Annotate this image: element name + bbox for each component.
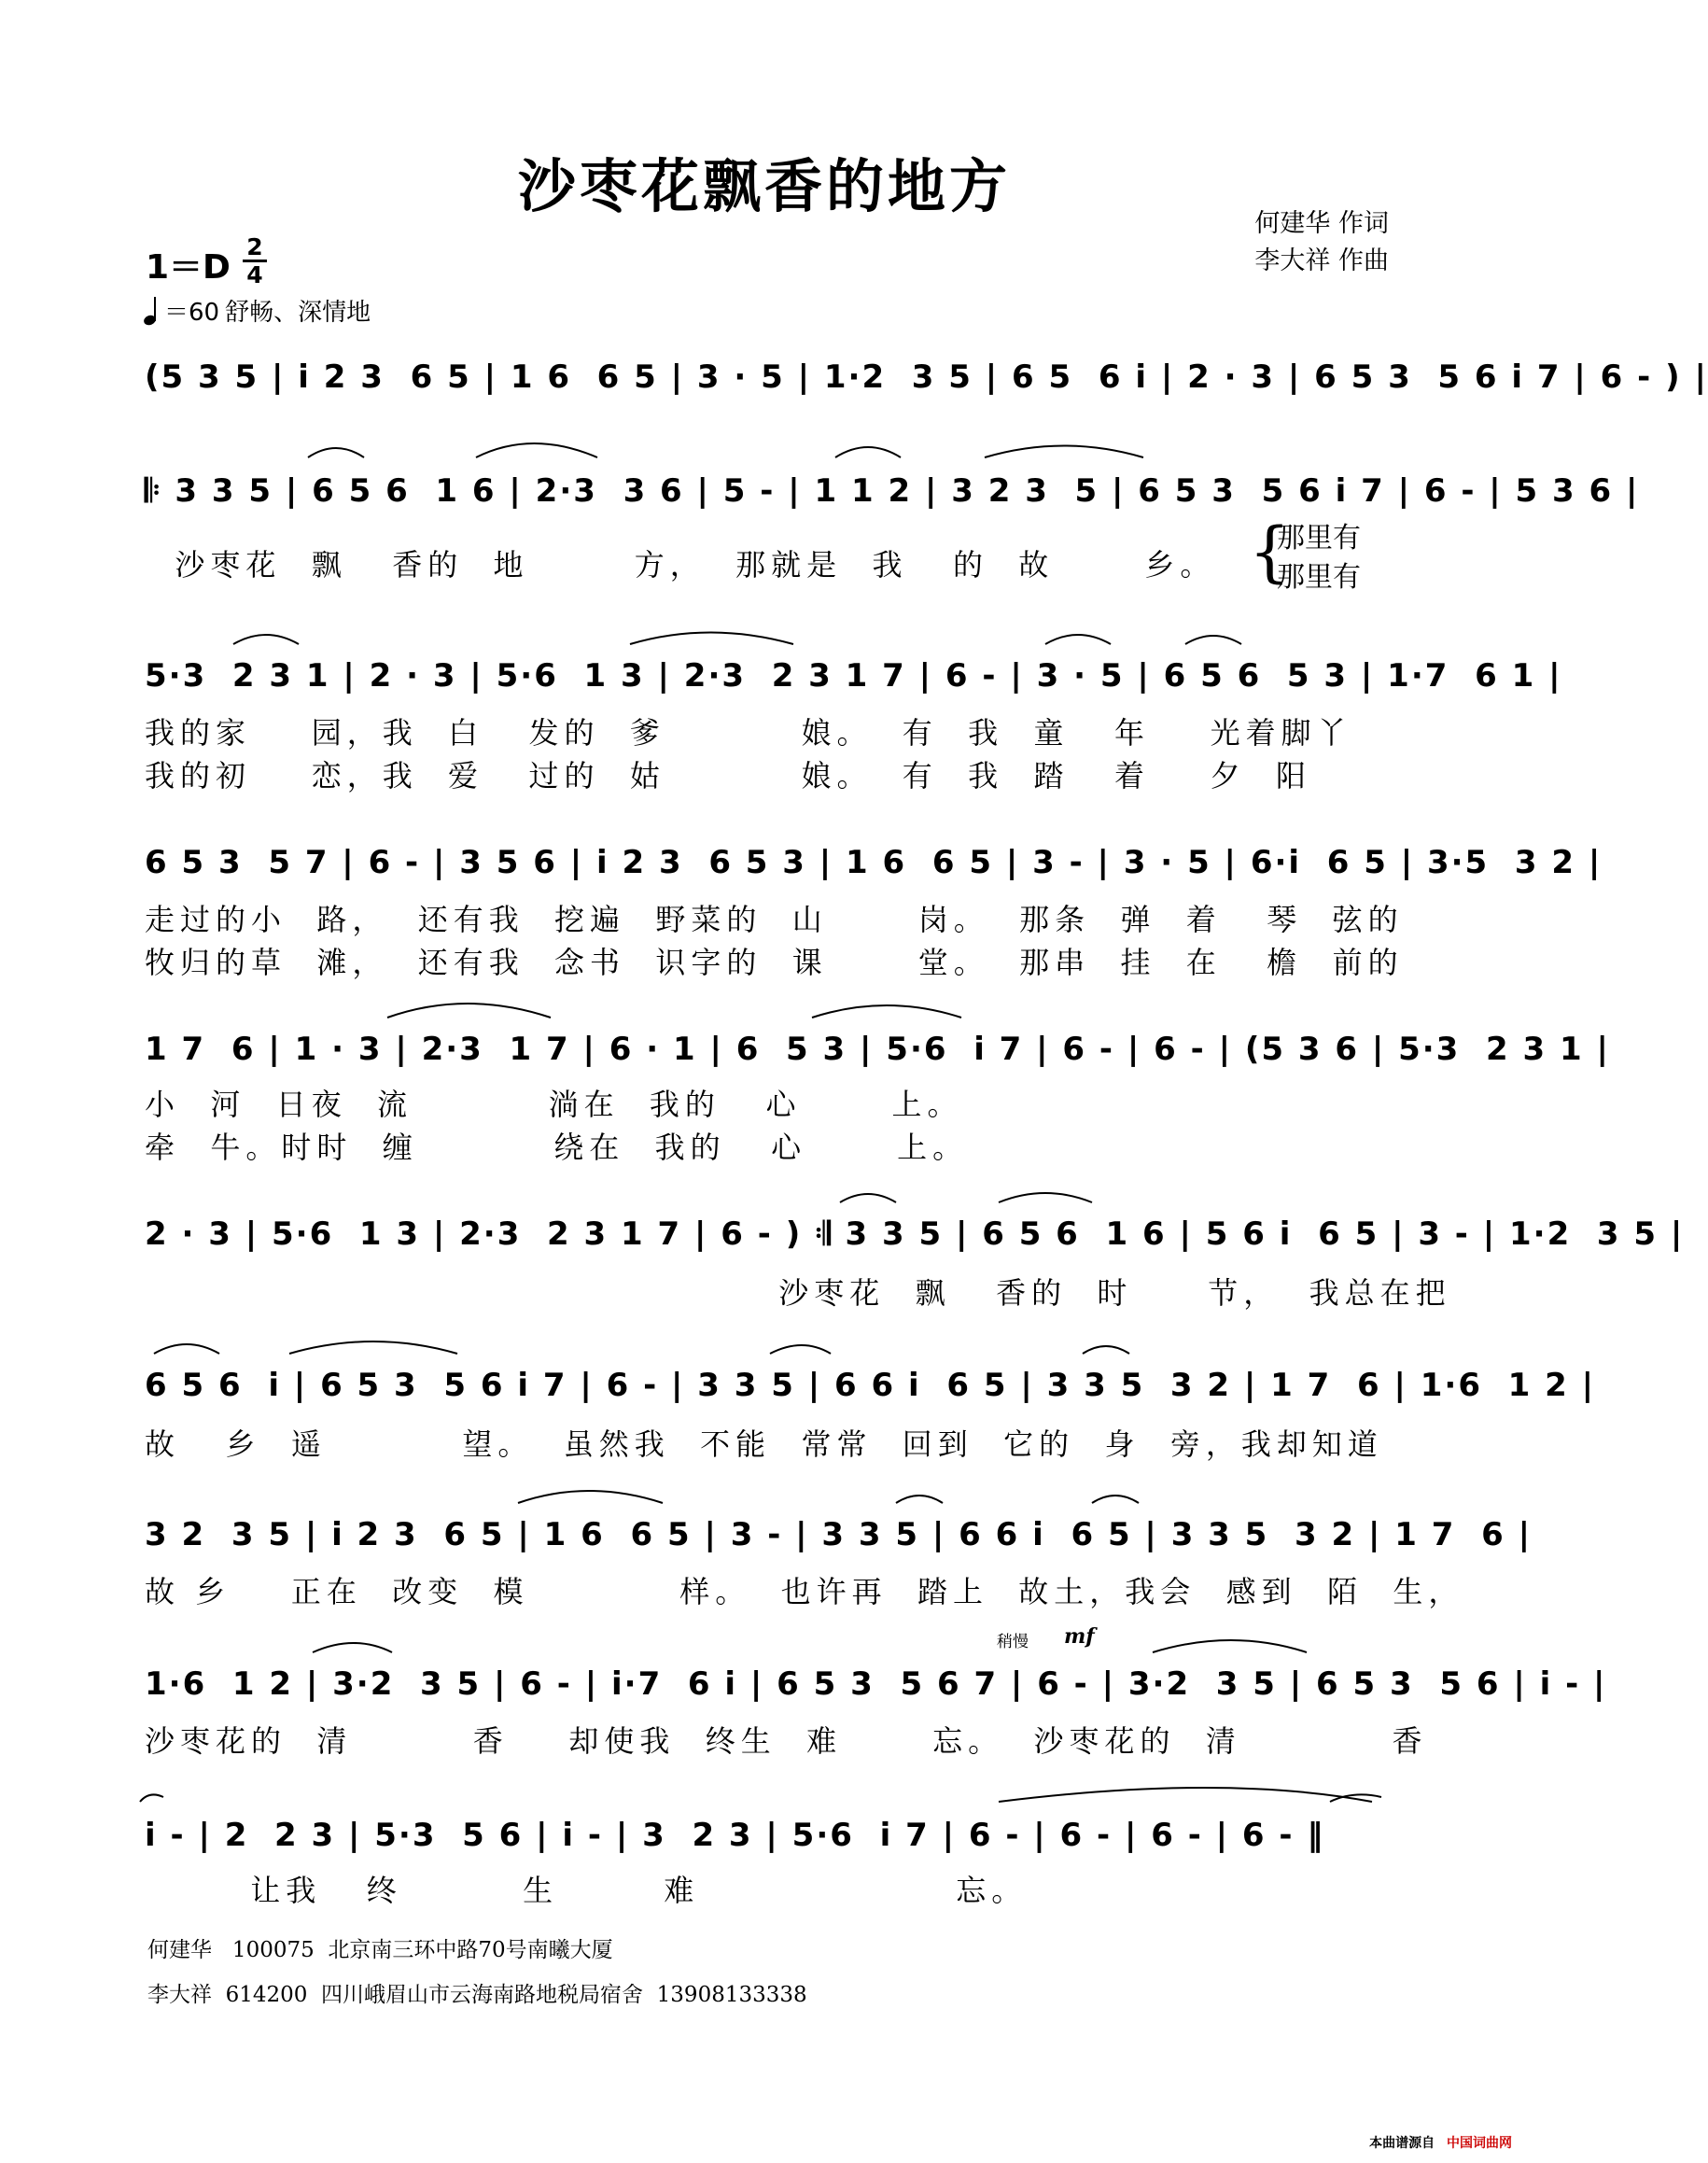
watermark-prefix: 本曲谱源自 <box>1369 2136 1435 2151</box>
music-line-8 <box>145 1510 1532 1559</box>
music-line-3 <box>145 652 1562 700</box>
slur <box>154 1344 219 1354</box>
slur <box>476 443 597 457</box>
notation-text: 1 7 6 | 1 · 3 | 2·3 1 7 | 6 · 1 | 6 5 3 | 5·6 i 7 | 6 - | 6 - | (5 3 6 | 5·3 2 3 1 | <box>145 1031 1610 1068</box>
composer-credit: 李大祥 作曲 <box>1254 246 1389 275</box>
slur <box>1083 1346 1129 1354</box>
music-line-10 <box>145 1811 1386 1860</box>
lyric-line-7: 故 乡 遥 望。 虽然我 不能 常常 回到 它的 身 旁，我却知道 <box>145 1426 1383 1462</box>
lyric-line-3b: 我的初 恋，我 爱 过的 姑 娘。 有 我 踏 着 夕 阳 <box>145 758 1312 794</box>
notation-text: (5 3 5 | i 2 3 6 5 | 1 6 6 5 | 3 · 5 | 1·2 3 5 | 6 5 6 i | 2 · 3 | 6 5 3 5 6 i 7 | 6 - ) | <box>145 358 1708 396</box>
lyric-line-3a: 我的家 园，我 白 发的 爹 娘。 有 我 童 年 光着脚丫 <box>145 715 1352 751</box>
lyric-line-5a: 小 河 日夜 流 淌在 我的 心 上。 <box>145 1087 963 1122</box>
notation-text: i - | 2 2 3 | 5·3 5 6 | i - | 3 2 3 | 5·6 i 7 | 6 - | 6 - | 6 - | 6 - ‖ <box>145 1817 1325 1854</box>
music-line-5 <box>145 1025 1610 1074</box>
slur <box>1092 1496 1139 1503</box>
music-line-4 <box>145 838 1603 887</box>
slur <box>840 1194 896 1202</box>
music-line-6 <box>145 1210 1685 1258</box>
credits <box>1254 205 1389 280</box>
lyric-line-8: 故 乡 正在 改变 模 样。 也许再 踏上 故土，我会 感到 陌 生， <box>145 1574 1464 1609</box>
music-line-9 <box>145 1660 1607 1708</box>
tempo-expression: 舒畅、深情地 <box>225 299 371 327</box>
notation-text: 6 5 6 i | 6 5 3 5 6 i 7 | 6 - | 3 3 5 | 6 6 i 6 5 | 3 3 5 3 2 | 1 7 6 | 1·6 1 2 | <box>145 1367 1596 1404</box>
pickup-lyric-verse-2: 那里有 <box>1277 561 1361 594</box>
music-line-1 <box>145 353 1708 401</box>
slur <box>896 1496 943 1503</box>
slur <box>1045 635 1111 644</box>
notation-text: 2 · 3 | 5·6 1 3 | 2·3 2 3 1 7 | 6 - ) 𝄇 3 3 5 | 6 5 6 1 6 | 5 6 i 6 5 | 3 - | 1·2 3 5 | <box>145 1215 1685 1253</box>
slur <box>289 1341 457 1354</box>
notation-text: 𝄆 3 3 5 | 6 5 6 1 6 | 2·3 3 6 | 5 - | 1 1 2 | 3 2 3 5 | 6 5 3 5 6 i 7 | 6 - | 5 3 6 | <box>145 472 1640 510</box>
slur <box>1185 636 1241 644</box>
footer-address-composer: 李大祥 614200 四川峨眉山市云海南路地税局宿舍 13908133338 <box>147 1983 807 2007</box>
notation-text: 6 5 3 5 7 | 6 - | 3 5 6 | i 2 3 6 5 3 | 1 6 6 5 | 3 - | 3 · 5 | 6·i 6 5 | 3·5 3 2 | <box>145 844 1603 881</box>
notation-text: 5·3 2 3 1 | 2 · 3 | 5·6 1 3 | 2·3 2 3 1 7 | 6 - | 3 · 5 | 6 5 6 5 3 | 1·7 6 1 | <box>145 657 1562 695</box>
lyricist-credit: 何建华 作词 <box>1254 209 1389 238</box>
watermark-site: 中国词曲网 <box>1447 2136 1512 2151</box>
slur <box>518 1491 663 1503</box>
slur <box>313 1643 392 1652</box>
slur <box>835 447 901 457</box>
slur <box>630 633 793 645</box>
slur <box>1153 1640 1307 1652</box>
music-line-7 <box>145 1361 1596 1410</box>
lyric-line-4a: 走过的小 路， 还有我 挖遍 野菜的 山 岗。 那条 弹 着 琴 弦的 <box>145 902 1404 937</box>
song-title: 沙枣花飘香的地方 <box>517 152 1011 220</box>
watermark <box>1369 2133 1512 2152</box>
lyric-line-10: 让我 终 生 难 忘。 <box>145 1873 1028 1908</box>
slur <box>1330 1794 1381 1802</box>
slur <box>308 448 364 457</box>
slur <box>233 635 299 644</box>
slur <box>140 1794 163 1802</box>
slur <box>985 446 1143 458</box>
tempo-change-mark: 稍慢 <box>997 1633 1029 1651</box>
time-signature-top: 2 <box>246 233 263 260</box>
footer-address-lyricist: 何建华 100075 北京南三环中路70号南曦大厦 <box>147 1938 613 1962</box>
verse-pickup-lyrics <box>1277 519 1361 597</box>
slur <box>999 1193 1092 1202</box>
pickup-lyric-verse-1: 那里有 <box>1277 522 1361 555</box>
time-signature <box>241 235 269 287</box>
quarter-note-icon <box>144 297 159 325</box>
lyric-line-4b: 牧归的草 滩， 还有我 念书 识字的 课 堂。 那串 挂 在 檐 前的 <box>145 945 1404 980</box>
lyric-line-5b: 牵 牛。时时 缠 绕在 我的 心 上。 <box>145 1130 969 1165</box>
notation-text: 3 2 3 5 | i 2 3 6 5 | 1 6 6 5 | 3 - | 3 3 5 | 6 6 i 6 5 | 3 3 5 3 2 | 1 7 6 | <box>145 1516 1532 1553</box>
slur <box>812 1005 961 1018</box>
lyric-line-6: 沙枣花 飘 香的 时 节， 我总在把 <box>145 1275 1451 1311</box>
slur <box>999 1788 1372 1802</box>
time-signature-bottom: 4 <box>246 261 263 288</box>
dynamic-mark: mf <box>1064 1624 1095 1649</box>
tempo-bpm: ＝60 <box>164 299 220 327</box>
lyric-line-2: 沙枣花 飘 香的 地 方， 那就是 我 的 故 乡。 <box>145 547 1216 583</box>
notation-text: 1·6 1 2 | 3·2 3 5 | 6 - | i·7 6 i | 6 5 3 5 6 7 | 6 - | 3·2 3 5 | 6 5 3 5 6 | i - | <box>145 1665 1607 1703</box>
verse-brace: { <box>1249 513 1291 590</box>
key-signature: 1＝D <box>146 248 231 287</box>
lyric-line-9: 沙枣花的 清 香 却使我 终生 难 忘。 沙枣花的 清 香 <box>145 1723 1428 1759</box>
slur <box>387 1004 551 1018</box>
music-line-2 <box>145 467 1640 515</box>
tempo-marking <box>144 293 371 328</box>
slur <box>770 1345 831 1354</box>
